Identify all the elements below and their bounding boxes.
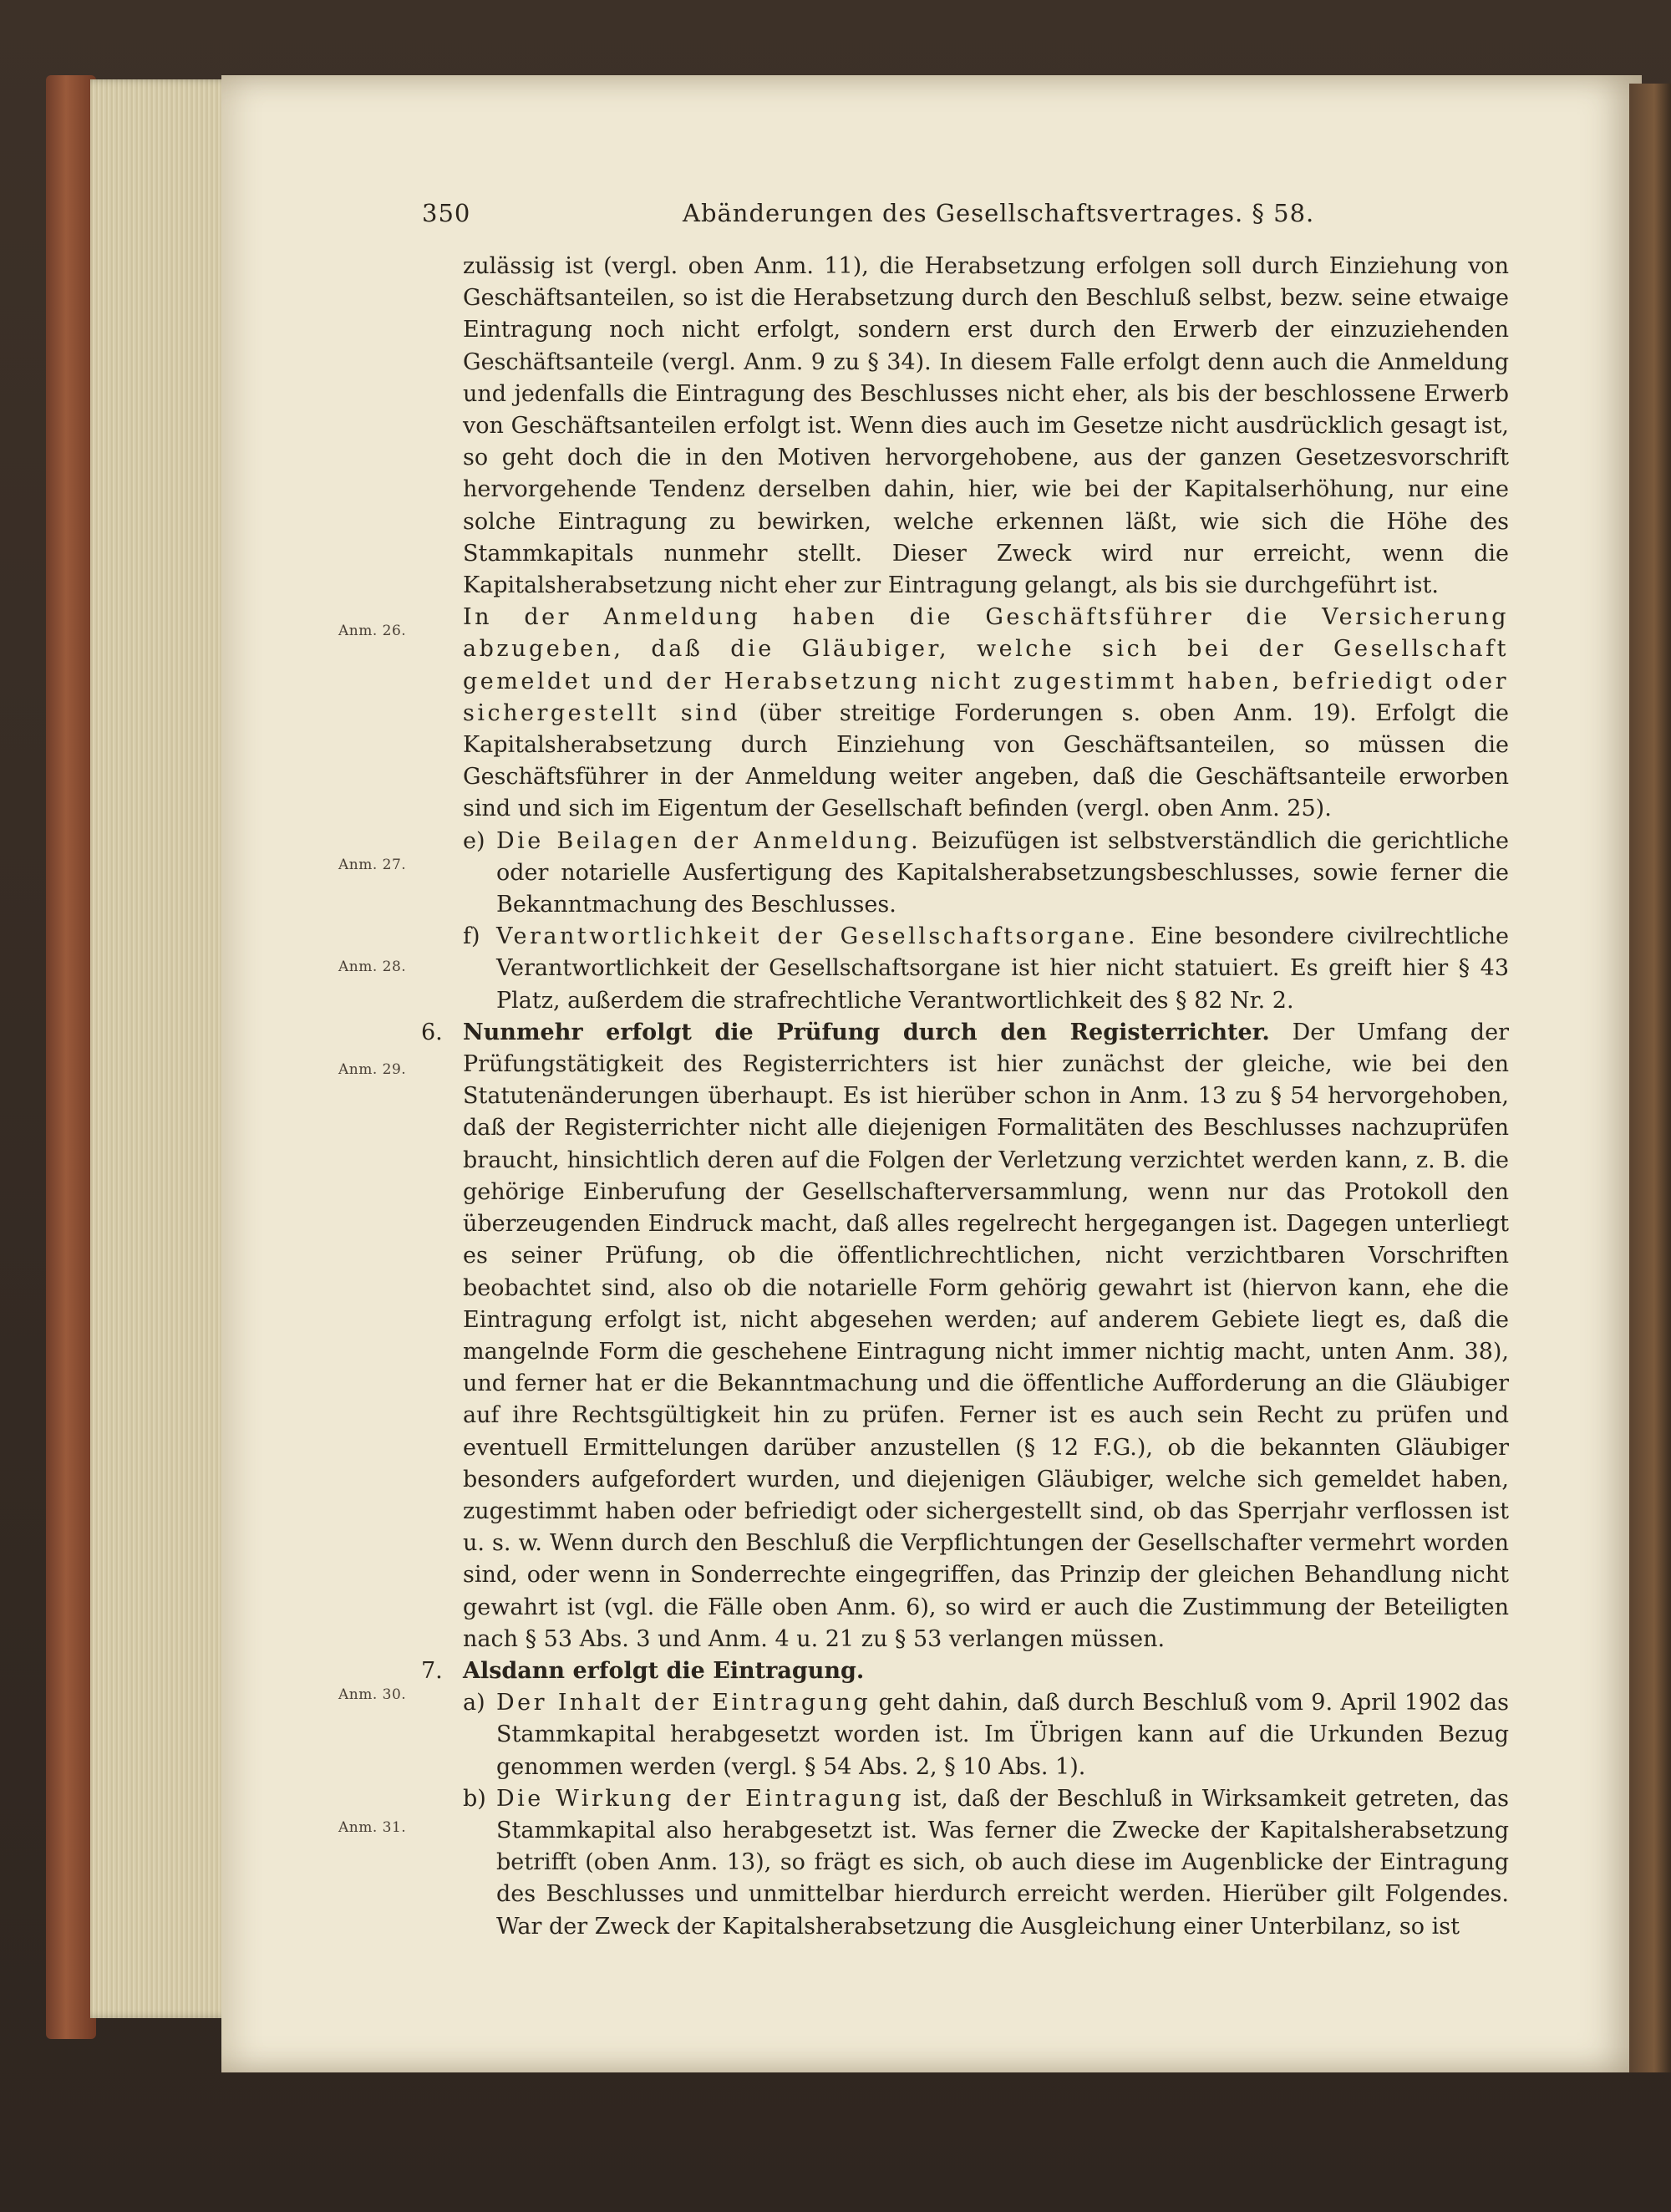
margin-note-anm26: Anm. 26.: [338, 623, 407, 639]
page-stack-edges: [90, 79, 232, 2018]
item-heading: Der Inhalt der Eintragung: [496, 1690, 871, 1716]
item-label: f): [463, 923, 480, 950]
section-7: [421, 1655, 1509, 1687]
running-header: [422, 199, 1341, 232]
item-text: Eine besondere civilrechtliche Verantwortlichkeit der Gesellschaftsorgane ist hier nicht statuiert. Es greift hier § 43 Platz, außerdem die strafrechtliche Verantwortlichkeit des § 82 Nr. 2.: [496, 923, 1509, 1014]
margin-note-anm27: Anm. 27.: [338, 857, 407, 873]
item-label: a): [463, 1690, 485, 1716]
item-heading: Verantwortlichkeit der Gesellschaftsorgane.: [496, 923, 1138, 950]
paragraph-anmeldung: [463, 602, 1509, 825]
item-text: ist, daß der Beschluß in Wirksamkeit getreten, das Stammkapital also herabgesetzt ist. Was ferner die Zwecke der Kapitalsherabsetzung betrifft (oben Anm. 13), so frägt es sich, ob auch diese im Augenblicke der Eintragung des Beschlusses und unmittelbar hierdurch erreicht werden. Hierüber gilt Folgendes. War der Zweck der Kapitalsherabsetzung die Ausgleichung einer Unterbilanz, so ist: [496, 1785, 1509, 1940]
paragraph-text: (über streitige Forderungen s. oben Anm. 19). Erfolgt die Kapitalsherabsetzung durch Einziehung von Geschäftsanteilen, so müssen die Geschäftsführer in der Anmeldung weiter angeben, daß die Geschäftsanteile erworben sind und sich im Eigentum der Gesellschaft befinden (vergl. oben Anm. 25).: [463, 699, 1510, 822]
paragraph-continuation: [463, 251, 1509, 602]
margin-note-anm28: Anm. 28.: [338, 959, 407, 975]
item-b: [463, 1783, 1509, 1943]
section-number: 6.: [421, 1019, 443, 1045]
section-6: [421, 1017, 1509, 1655]
paragraph-text: zulässig ist (vergl. oben Anm. 11), die Herabsetzung erfolgen soll durch Einziehung von Geschäftsanteilen, so ist die Herabsetzung durch den Beschluß selbst, bezw. seine etwaige Eintragung noch nicht erfolgt, sondern erst durch den Erwerb der einzuziehenden Geschäftsanteile (vergl. Anm. 9 zu § 34). In diesem Falle erfolgt denn auch die Anmeldung und jedenfalls die Eintragung des Beschlusses nicht eher, als bis der beschlossene Erwerb von Geschäftsanteilen erfolgt ist. Wenn dies auch im Gesetze nicht ausdrücklich gesagt ist, so geht doch die in den Motiven hervorgehobene, aus der ganzen Gesetzesvorschrift hervorgehende Tendenz derselben dahin, hier, wie bei der Kapitalserhöhung, nur eine solche Eintragung zu bewirken, welche erkennen läßt, wie sich die Höhe des Stammkapitals nunmehr stellt. Dieser Zweck wird nur erreicht, wenn die Kapitalsherabsetzung nicht eher zur Eintragung gelangt, als bis sie durchgeführt ist.: [463, 253, 1509, 599]
margin-note-anm30: Anm. 30.: [338, 1686, 407, 1703]
item-heading: Die Beilagen der Anmeldung.: [496, 827, 922, 854]
spaced-emphasis: In der Anmeldung haben die Geschäftsführer die Versicherung abzugeben, daß die Gläubiger, welche sich bei der Gesellschaft gemeldet und der Herabsetzung nicht zugestimmt haben, befriedigt oder sichergestellt sind: [463, 604, 1509, 726]
book-spine-shadow: [1629, 84, 1671, 2072]
book-cover-edge: [46, 75, 96, 2039]
margin-note-anm29: Anm. 29.: [338, 1061, 407, 1078]
item-a: [463, 1687, 1509, 1783]
item-text: Beizufügen ist selbstverständlich die gerichtliche oder notarielle Ausfertigung des Kapitalsherabsetzungsbeschlusses, sowie ferner die Bekanntmachung des Beschlusses.: [496, 827, 1509, 918]
section-heading: Alsdann erfolgt die Eintragung.: [463, 1657, 865, 1684]
item-text: geht dahin, daß durch Beschluß vom 9. April 1902 das Stammkapital herabgesetzt worden ist. Im Übrigen kann auf die Urkunden Bezug genommen werden (vergl. § 54 Abs. 2, § 10 Abs. 1).: [496, 1690, 1509, 1780]
section-text: Der Umfang der Prüfungstätigkeit des Registerrichters ist hier zunächst der gleiche, wie bei den Statutenänderungen überhaupt. Es ist hierüber schon in Anm. 13 zu § 54 hervorgehoben, daß der Registerrichter nicht alle diejenigen Formalitäten des Beschlusses nachzuprüfen braucht, hinsichtlich deren auf die Folgen der Verletzung verzichtet werden kann, z. B. die gehörige Einberufung der Gesellschafterversammlung, wenn nur das Protokoll den überzeugenden Eindruck macht, daß alles regelrecht hergegangen ist. Dagegen unterliegt es seiner Prüfung, ob die öffentlichrechtlichen, nicht verzichtbaren Vorschriften beobachtet sind, also ob die notarielle Form gehörig gewahrt ist (hiervon kann, ehe die Eintragung erfolgt ist, nicht abgesehen werden; auf anderem Gebiete liegt es, daß die mangelnde Form die geschehene Eintragung nicht immer nichtig macht, unten Anm. 38), und ferner hat er die Bekanntmachung und die öffentliche Aufforderung an die Gläubiger auf ihre Rechtsgültigkeit hin zu prüfen. Ferner ist es auch sein Recht zu prüfen und eventuell Ermittelungen darüber anzustellen (§ 12 F.G.), ob die bekannten Gläubiger besonders aufgefordert wurden, und diejenigen Gläubiger, welche sich gemeldet haben, zugestimmt haben oder befriedigt oder sichergestellt sind, ob das Sperrjahr verflossen ist u. s. w. Wenn durch den Beschluß die Verpflichtungen der Gesellschafter vermehrt worden sind, oder wenn in Sonderrechte eingegriffen, das Prinzip der gleichen Behandlung nicht gewahrt ist (vgl. die Fälle oben Anm. 6), so wird er auch die Zustimmung der Beteiligten nach § 53 Abs. 3 und Anm. 4 u. 21 zu § 53 verlangen müssen.: [463, 1019, 1509, 1652]
page-number: 350: [422, 199, 471, 227]
section-number: 7.: [421, 1657, 443, 1684]
item-label: e): [463, 827, 485, 854]
running-title: Abänderungen des Gesellschaftsvertrages. § 58.: [683, 199, 1315, 227]
section-heading: Nunmehr erfolgt die Prüfung durch den Registerrichter.: [463, 1019, 1270, 1045]
item-e: [463, 826, 1509, 922]
item-label: b): [463, 1785, 486, 1812]
item-heading: Die Wirkung der Eintragung: [496, 1785, 905, 1812]
margin-note-anm31: Anm. 31.: [338, 1819, 407, 1836]
page-body: [421, 251, 1510, 1943]
item-f: [463, 921, 1509, 1017]
